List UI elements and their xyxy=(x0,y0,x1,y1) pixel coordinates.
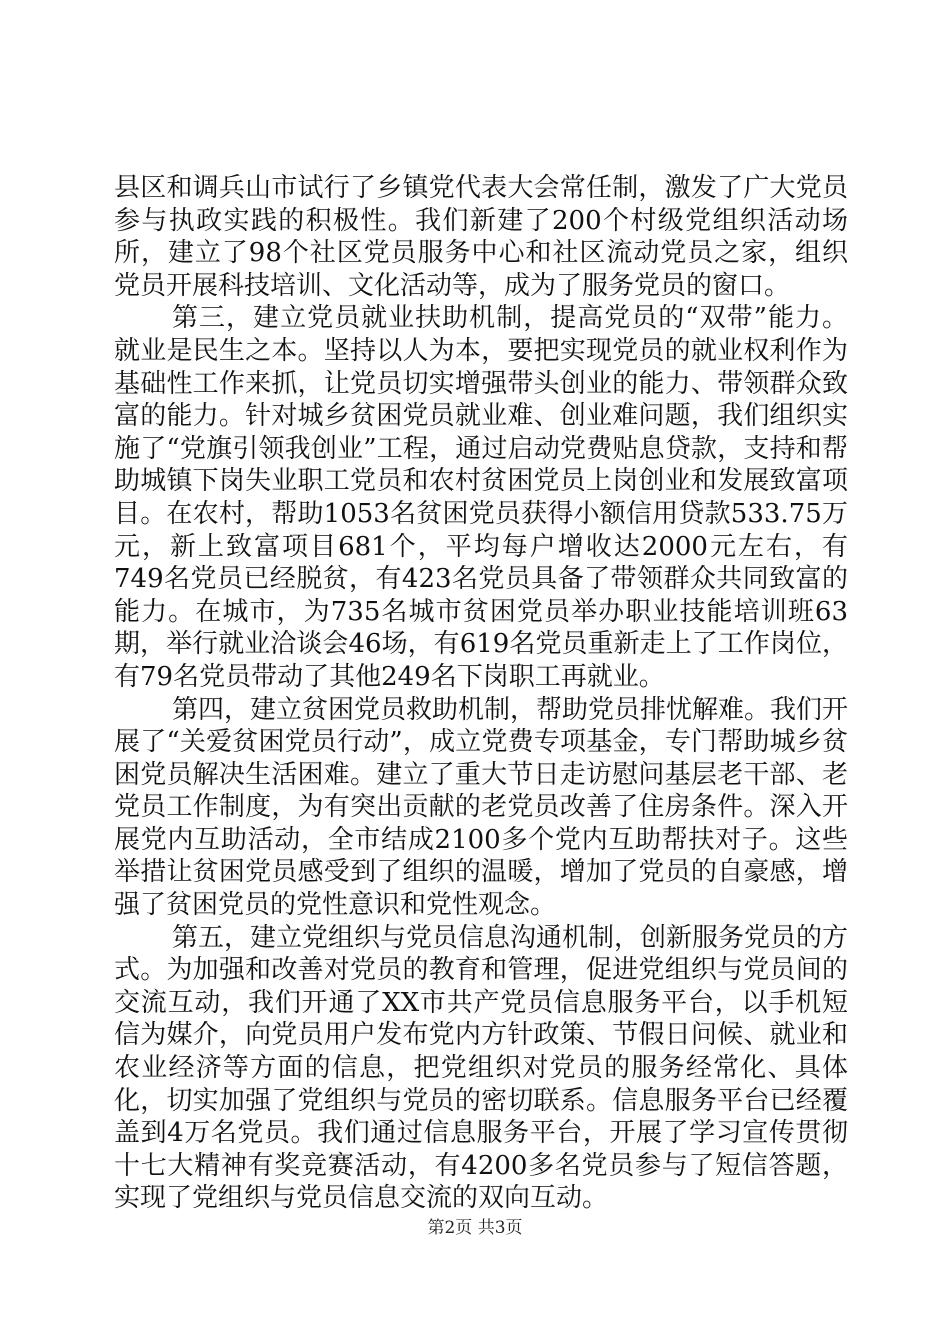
paragraph-fifth-mechanism: 第五，建立党组织与党员信息沟通机制，创新服务党员的方式。为加强和改善对党员的教育和管理，促进党组织与党员间的交流互动，我们开通了XX市共产党员信息服务平台，以手机短信为媒介，向党员用户发布党内方针政策、节假日问候、就业和农业经济等方面的信息，把党组织对党员的服务经常化、具体化，切实加强了党组织与党员的密切联系。信息服务平台已经覆盖到4万名党员。我们通过信息服务平台，开展了学习宣传贯彻十七大精神有奖竞赛活动，有4200多名党员参与了短信答题，实现了党组织与党员信息交流的双向互动。 xyxy=(114,922,849,1214)
paragraph-continuation: 县区和调兵山市试行了乡镇党代表大会常任制，激发了广大党员参与执政实践的积极性。我们新建了200个村级党组织活动场所，建立了98个社区党员服务中心和社区流动党员之家，组织党员开展科技培训、文化活动等，成为了服务党员的窗口。 xyxy=(114,173,848,301)
page-footer: 第2页 共3页 xyxy=(427,1218,523,1238)
paragraph-third-mechanism: 第三，建立党员就业扶助机制，提高党员的“双带”能力。就业是民生之本。坚持以人为本，要把实现党员的就业权利作为基础性工作来抓，让党员切实增强带头创业的能力、带领群众致富的能力。针对城乡贫困党员就业难、创业难问题，我们组织实施了“党旗引领我创业”工程，通过启动党费贴息贷款，支持和帮助城镇下岗失业职工党员和农村贫困党员上岗创业和发展致富项目。在农村，帮助1053名贫困党员获得小额信用贷款533.75万元，新上致富项目681个，平均每户增收达2000元左右，有749名党员已经脱贫，有423名党员具备了带领群众共同致富的能力。在城市，为735名城市贫困党员举办职业技能培训班63期，举行就业洽谈会46场，有619名党员重新走上了工作岗位，有79名党员带动了其他249名下岗职工再就业。 xyxy=(114,303,848,692)
document-body xyxy=(114,172,848,1215)
paragraph-fourth-mechanism: 第四，建立贫困党员救助机制，帮助党员排忧解难。我们开展了“关爱贫困党员行动”，成立党费专项基金，专门帮助城乡贫困党员解决生活困难。建立了重大节日走访慰问基层老干部、老党员工作制度，为有突出贡献的老党员改善了住房条件。深入开展党内互助活动，全市结成2100多个党内互助帮扶对子。这些举措让贫困党员感受到了组织的温暖，增加了党员的自豪感，增强了贫困党员的党性意识和党性观念。 xyxy=(114,694,849,921)
